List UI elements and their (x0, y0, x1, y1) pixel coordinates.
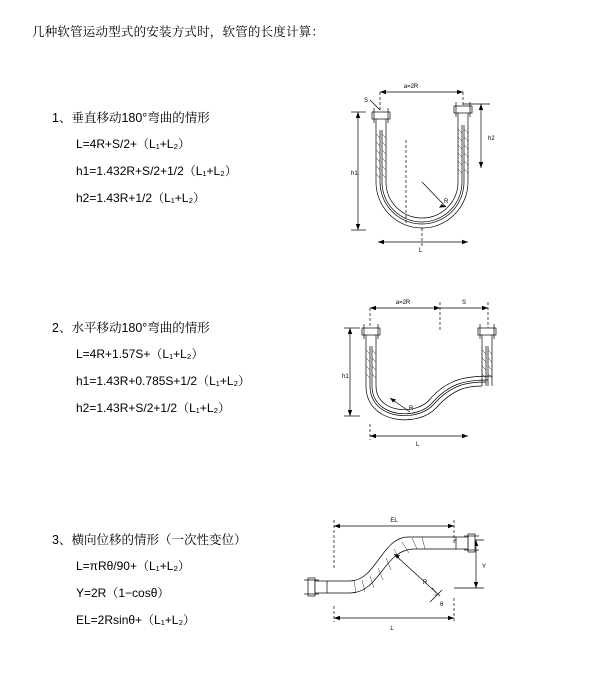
vertical-180-bend-diagram (318, 70, 508, 270)
case-3-text (52, 530, 312, 638)
label-l: L (419, 248, 423, 254)
case-2-text (52, 318, 312, 426)
case-3-formula-2: Y=2R（1−cosθ） (76, 586, 170, 600)
label-h1: h1 (342, 374, 349, 380)
label-el: EL (390, 518, 398, 524)
case-2-title: 2、水平移动180°弯曲的情形 (52, 321, 210, 335)
label-radius: R (409, 406, 414, 412)
case-2-formula-3: h2=1.43R+S/2+1/2（L₁+L₂） (76, 401, 231, 415)
label-l: L (390, 626, 394, 632)
lateral-offset-diagram (290, 510, 500, 640)
label-s: S (461, 300, 467, 306)
case-2-formula-1: L=4R+1.57S+（L₁+L₂） (76, 347, 204, 361)
label-s: S (364, 98, 369, 104)
label-radius: R (423, 580, 428, 586)
label-a-2r: a=2R (395, 300, 411, 306)
label-h1: h1 (351, 171, 358, 177)
label-h2: h2 (488, 136, 495, 142)
case-3-title: 3、横向位移的情形（一次性变位） (52, 533, 247, 547)
page-heading: 几种软管运动型式的安装方式时，软管的长度计算： (32, 25, 325, 39)
case-3-formula-3: EL=2Rsinθ+（L₁+L₂） (76, 613, 196, 627)
horizontal-180-bend-diagram (318, 290, 508, 455)
case-1-title: 1、垂直移动180°弯曲的情形 (52, 111, 210, 125)
case-2-formula-2: h1=1.43R+0.785S+1/2（L₁+L₂） (76, 374, 251, 388)
case-1-formula-2: h1=1.432R+S/2+1/2（L₁+L₂） (76, 164, 237, 178)
label-y: Y (482, 564, 487, 570)
label-theta: θ (440, 602, 444, 608)
case-1-text (52, 108, 312, 216)
label-a-2r: a=2R (403, 84, 419, 90)
label-l: L (416, 442, 420, 448)
case-1-formula-1: L=4R+S/2+（L₁+L₂） (76, 137, 191, 151)
label-radius: R (444, 199, 449, 205)
case-3-formula-1: L=πRθ/90+（L₁+L₂） (76, 559, 191, 573)
case-1-formula-3: h2=1.43R+1/2（L₁+L₂） (76, 191, 206, 205)
